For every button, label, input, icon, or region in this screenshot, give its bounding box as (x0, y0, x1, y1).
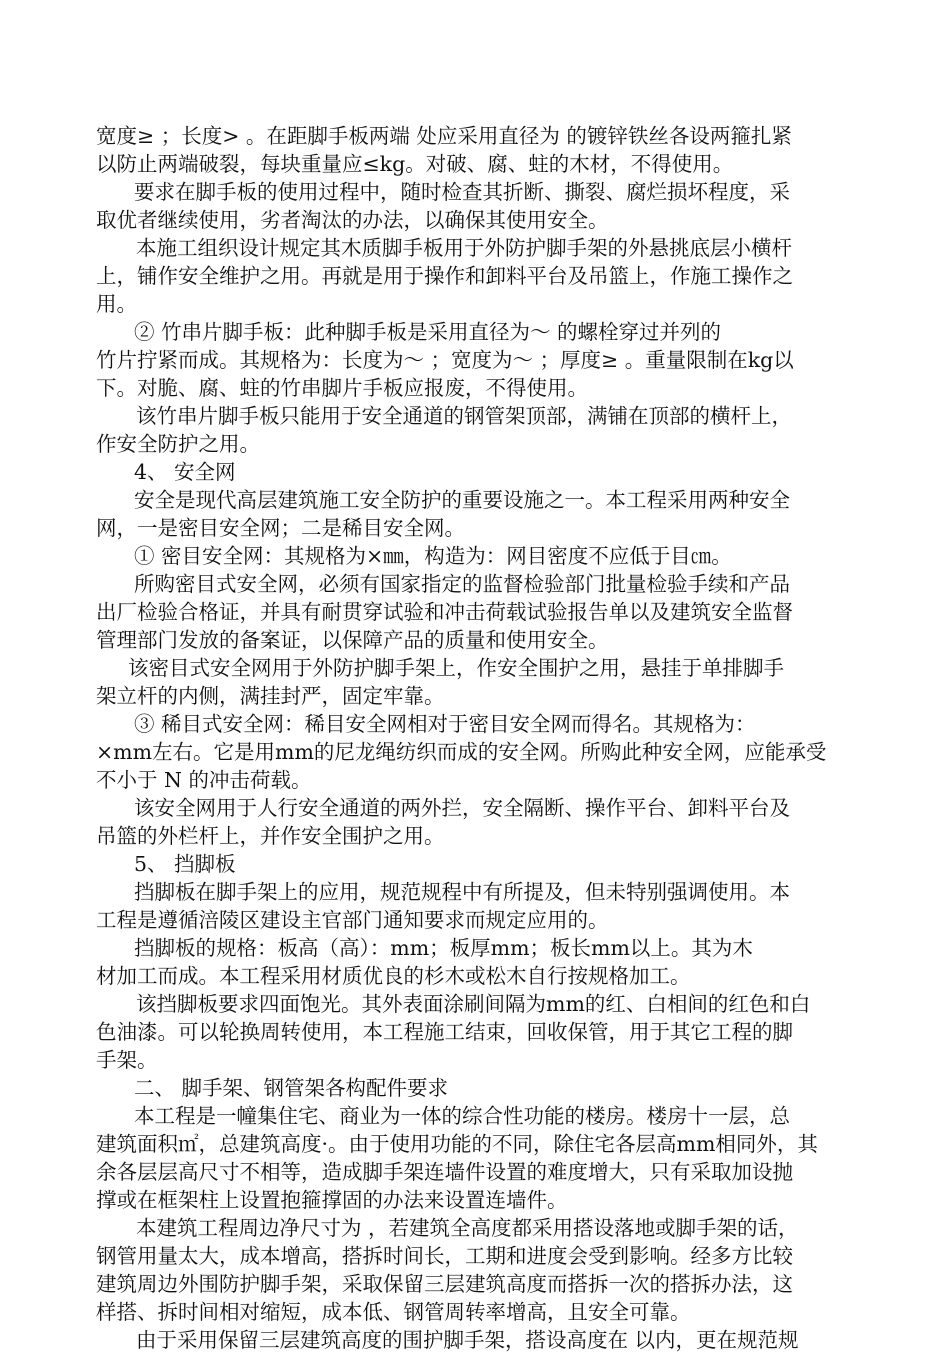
text-line: 挡脚板在脚手架上的应用，规范规程中有所提及，但未特别强调使用。本 (134, 880, 790, 904)
text-line: 挡脚板的规格：板高（高）：mm；板厚mm；板长mm以上。其为木 (134, 936, 753, 960)
text-line: 安全是现代高层建筑施工安全防护的重要设施之一。本工程采用两种安全 (134, 488, 790, 512)
text-line: 架立杆的内侧，满挂封严，固定牢靠。 (96, 684, 445, 708)
text-line: 出厂检验合格证，并具有耐贯穿试验和冲击荷载试验报告单以及建筑安全监督 (96, 600, 793, 624)
text-line: 该安全网用于人行安全通道的两外拦，安全隔断、操作平台、卸料平台及 (134, 796, 790, 820)
text-line: 竹片拧紧而成。其规格为：长度为～ ；宽度为～ ；厚度≥ 。重量限制在kg以 (96, 348, 794, 372)
section-heading: 4、 安全网 (134, 460, 236, 484)
text-line: 该密目式安全网用于外防护脚手架上，作安全围护之用，悬挂于单排脚手 (128, 656, 784, 680)
text-line: 钢管用量太大，成本增高，搭拆时间长，工期和进度会受到影响。经多方比较 (96, 1244, 793, 1268)
text-line: 上，铺作安全维护之用。再就是用于操作和卸料平台及吊篮上，作施工操作之 (96, 264, 793, 288)
text-line: 要求在脚手板的使用过程中，随时检查其折断、撕裂、腐烂损坏程度，采 (134, 180, 790, 204)
text-line: 吊篮的外栏杆上，并作安全围护之用。 (96, 824, 445, 848)
text-line: 该竹串片脚手板只能用于安全通道的钢管架顶部，满铺在顶部的横杆上， (136, 404, 792, 428)
text-line: 以防止两端破裂，每块重量应≤kg。对破、腐、蛀的木材，不得使用。 (96, 152, 734, 176)
text-line: 管理部门发放的备案证，以保障产品的质量和使用安全。 (96, 628, 609, 652)
text-line: 不小于 N 的冲击荷载。 (96, 768, 312, 792)
text-line: ① 密目安全网：其规格为×㎜，构造为：网目密度不应低于目㎝。 (134, 544, 732, 568)
text-line: 撑或在框架柱上设置抱箍撑固的办法来设置连墙件。 (96, 1188, 568, 1212)
text-line: 网，一是密目安全网；二是稀目安全网。 (96, 516, 465, 540)
text-line: ② 竹串片脚手板：此种脚手板是采用直径为～ 的螺栓穿过并列的 (134, 320, 722, 344)
text-line: 该挡脚板要求四面饱光。其外表面涂刷间隔为mm的红、白相间的红色和白 (136, 992, 811, 1016)
text-line: 用。 (96, 292, 137, 316)
text-line: 建筑周边外围防护脚手架，采取保留三层建筑高度而搭拆一次的搭拆办法，这 (96, 1272, 793, 1296)
text-line: 本建筑工程周边净尺寸为 ，若建筑全高度都采用搭设落地或脚手架的话， (136, 1216, 799, 1240)
text-line: 宽度≥ ；长度> 。在距脚手板两端 处应采用直径为 的镀锌铁丝各设两箍扎紧 (96, 124, 792, 148)
text-line: 手架。 (96, 1048, 158, 1072)
text-line: 建筑面积㎡，总建筑高度·。由于使用功能的不同，除住宅各层高mm相同外，其 (96, 1132, 818, 1156)
text-line: 材加工而成。本工程采用材质优良的杉木或松木自行按规格加工。 (96, 964, 691, 988)
text-line: 本施工组织设计规定其木质脚手板用于外防护脚手架的外悬挑底层小横杆 (136, 236, 792, 260)
section-heading: 5、 挡脚板 (134, 852, 236, 876)
text-line: 样搭、拆时间相对缩短，成本低、钢管周转率增高，且安全可靠。 (96, 1300, 691, 1324)
text-line: 余各层层高尺寸不相等，造成脚手架连墙件设置的难度增大，只有采取加设抛 (96, 1160, 793, 1184)
section-heading: 二、 脚手架、钢管架各构配件要求 (134, 1076, 449, 1100)
text-line: 所购密目式安全网，必须有国家指定的监督检验部门批量检验手续和产品 (134, 572, 790, 596)
text-line: ×mm左右。它是用mm的尼龙绳纺织而成的安全网。所购此种安全网，应能承受 (96, 740, 827, 764)
text-line: 本工程是一幢集住宅、商业为一体的综合性功能的楼房。楼房十一层，总 (134, 1104, 790, 1128)
text-line: 作安全防护之用。 (96, 432, 260, 456)
text-line: 取优者继续使用，劣者淘汰的办法，以确保其使用安全。 (96, 208, 609, 232)
text-line: 色油漆。可以轮换周转使用，本工程施工结束，回收保管，用于其它工程的脚 (96, 1020, 793, 1044)
text-line: ③ 稀目式安全网：稀目安全网相对于密目安全网而得名。其规格为： (134, 712, 756, 736)
text-line: 由于采用保留三层建筑高度的围护脚手架，搭设高度在 以内，更在规范规 (136, 1328, 799, 1352)
text-line: 工程是遵循涪陵区建设主官部门通知要求而规定应用的。 (96, 908, 609, 932)
text-line: 下。对脆、腐、蛀的竹串脚片手板应报废，不得使用。 (96, 376, 588, 400)
